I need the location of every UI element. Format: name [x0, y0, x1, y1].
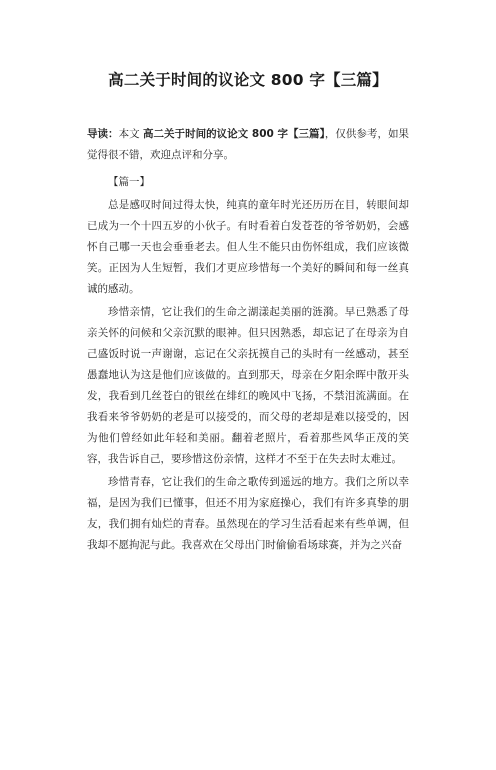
document-title: 高二关于时间的议论文 800 字【三篇】	[108, 71, 388, 89]
body-paragraph-3: 珍惜青春，它让我们的生命之歌传到遥远的地方。我们之所以幸福，是因为我们已懂事，但还不用为家庭操心，我们有许多真挚的朋友，我们拥有灿烂的青春。虽然现在的学习生活看起来有些单调，但我却不愿拘泥与此。我喜欢在父母出门时偷偷看场球赛，并为之兴奋	[87, 476, 409, 551]
lead-title-reference: 高二关于时间的议论文 800 字【三篇】	[142, 128, 325, 140]
lead-suffix: ，仅供参考，如果觉得很不错，欢迎点评和分享。	[87, 128, 410, 161]
lead-prefix: 本文	[118, 128, 143, 140]
section-heading: 【篇一】	[108, 176, 150, 188]
body-paragraph-1: 总是感叹时间过得太快，纯真的童年时光还历历在目，转眼间却已成为一个十四五岁的小伙子。有时看着白发苍苍的爷爷奶奶，会感怀自己哪一天也会垂垂老去。但人生不能只由伤怀组成，我们应该微笑。正因为人生短暂，我们才更应珍惜每一个美好的瞬间和每一丝真诚的感动。	[87, 199, 409, 295]
document-page	[0, 68, 496, 770]
lead-label: 导读：	[87, 128, 119, 140]
lead-paragraph	[87, 124, 409, 166]
body-paragraph-2: 珍惜亲情，它让我们的生命之湖漾起美丽的涟漪。早已熟悉了母亲关怀的问候和父亲沉默的眼神。但只因熟悉，却忘记了在母亲为自己盛饭时说一声谢谢，忘记在父亲抚摸自己的头时有一丝感动，甚至愚蠢地认为这是他们应该做的。直到那天，母亲在夕阳余晖中散开头发，我看到几丝苍白的银丝在绯红的晚风中飞扬，不禁泪流满面。在我看来爷爷奶奶的老是可以接受的，而父母的老却是难以接受的，因为他们曾经如此年轻和美丽。翻着老照片，看着那些风华正茂的笑容，我告诉自己，要珍惜这份亲情，这样才不至于在失去时太难过。	[87, 306, 409, 465]
